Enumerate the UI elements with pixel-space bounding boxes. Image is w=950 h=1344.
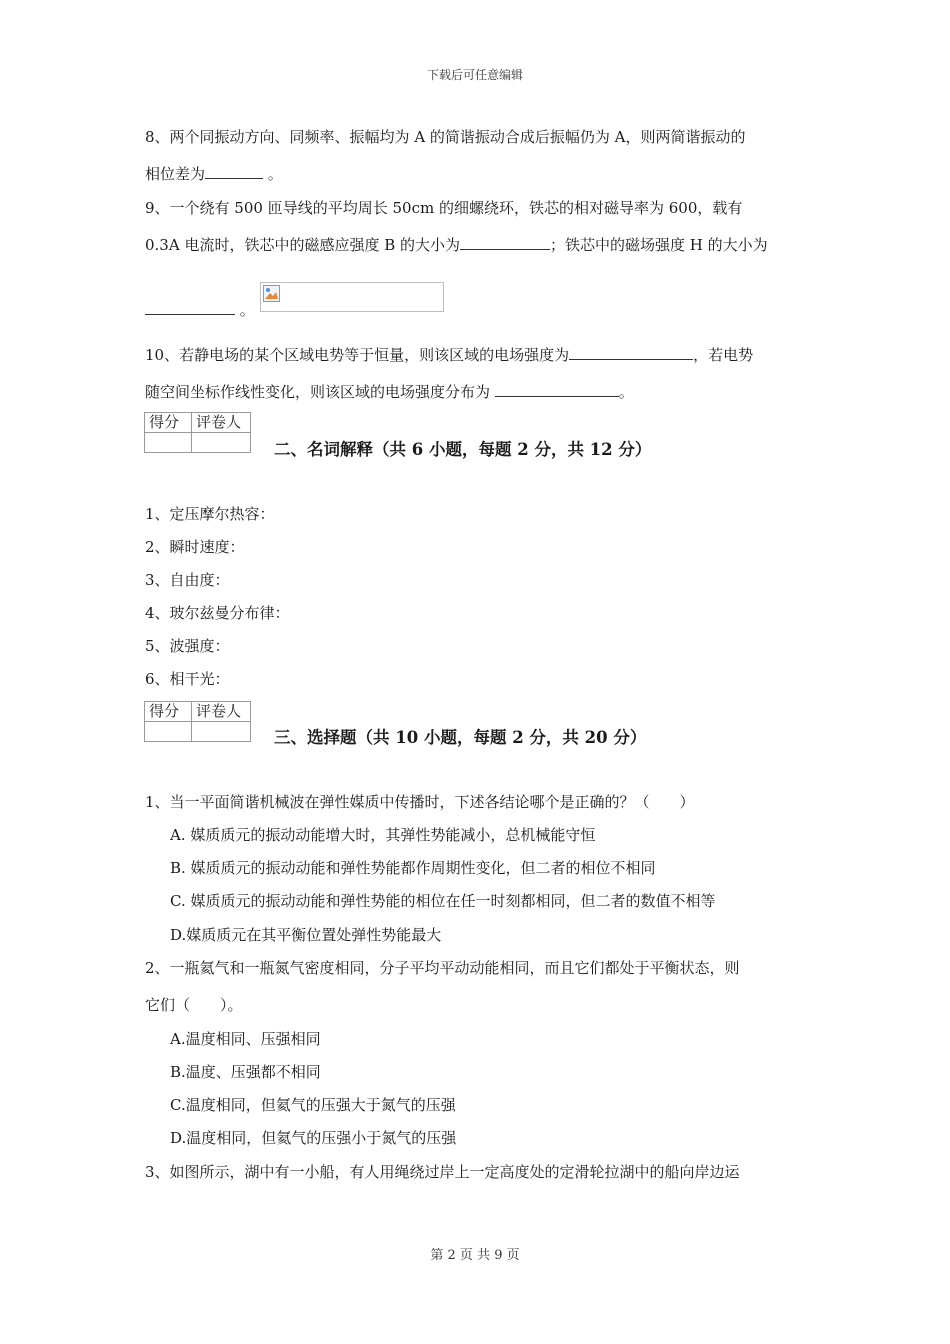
term-item: 6、相干光： <box>145 670 230 688</box>
q9-line3-end: 。 <box>235 301 255 319</box>
q2-option-c[interactable]: C.温度相同，但氦气的压强大于氮气的压强 <box>170 1096 456 1114</box>
term-item: 3、自由度： <box>145 571 230 589</box>
q9-line1: 9、一个绕有 500 匝导线的平均周长 50cm 的细螺绕环，铁芯的相对磁导率为 600，载有 <box>145 199 743 217</box>
grader-cell[interactable] <box>192 433 251 453</box>
grader-label: 评卷人 <box>192 413 251 433</box>
q10-blank-2[interactable] <box>495 382 619 397</box>
q2-stem-line2: 它们（ ）。 <box>145 996 243 1014</box>
term-item: 5、波强度： <box>145 637 230 655</box>
q9-blank-b[interactable] <box>460 235 550 250</box>
q10-line2-end: 。 <box>618 383 634 401</box>
score-cell[interactable] <box>145 722 192 742</box>
section3-title: 三、选择题（共 10 小题，每题 2 分，共 20 分） <box>274 728 647 747</box>
q1-option-b[interactable]: B. 媒质质元的振动动能和弹性势能都作周期性变化，但二者的相位不相同 <box>170 859 656 877</box>
q9-line2-mid: ；铁芯中的磁场强度 H 的大小为 <box>550 236 768 254</box>
term-item: 2、瞬时速度： <box>145 538 245 556</box>
q8-answer-blank[interactable] <box>205 164 263 179</box>
q8-line1: 8、两个同振动方向、同频率、振幅均为 A 的简谐振动合成后振幅仍为 A，则两简谐振动的 <box>145 128 746 146</box>
q8-line2-end: 。 <box>263 165 283 183</box>
q10-blank-1[interactable] <box>569 345 693 360</box>
q9-line3 <box>145 300 255 319</box>
score-label: 得分 <box>145 413 192 433</box>
q10-line2-text: 随空间坐标作线性变化，则该区域的电场强度分布为 <box>145 383 495 401</box>
q1-option-a[interactable]: A. 媒质质元的振动动能增大时，其弹性势能减小，总机械能守恒 <box>170 826 596 844</box>
score-cell[interactable] <box>145 433 192 453</box>
q1-option-c[interactable]: C. 媒质质元的振动动能和弹性势能的相位在任一时刻都相同，但二者的数值不相等 <box>170 892 716 910</box>
grader-cell[interactable] <box>192 722 251 742</box>
q10-line1-end: ，若电势 <box>693 346 754 364</box>
page-footer: 第 2 页 共 9 页 <box>430 1248 520 1263</box>
broken-image-icon <box>263 285 280 302</box>
q9-line2 <box>145 235 768 254</box>
score-table-section3 <box>144 701 251 742</box>
q2-option-a[interactable]: A.温度相同、压强相同 <box>170 1030 321 1048</box>
q8-line2 <box>145 164 283 183</box>
q3-stem-line1: 3、如图所示，湖中有一小船，有人用绳绕过岸上一定高度处的定滑轮拉湖中的船向岸边运 <box>145 1163 740 1181</box>
section2-title: 二、名词解释（共 6 小题，每题 2 分，共 12 分） <box>274 440 652 459</box>
q8-line2-text: 相位差为 <box>145 165 206 183</box>
q9-blank-h[interactable] <box>145 300 235 315</box>
term-item: 4、玻尔兹曼分布律： <box>145 604 290 622</box>
term-item: 1、定压摩尔热容： <box>145 505 275 523</box>
q2-option-d[interactable]: D.温度相同，但氦气的压强小于氮气的压强 <box>170 1129 457 1147</box>
q2-option-b[interactable]: B.温度、压强都不相同 <box>170 1063 321 1081</box>
q1-stem: 1、当一平面简谐机械波在弹性媒质中传播时，下述各结论哪个是正确的？（ ） <box>145 793 695 811</box>
q10-line1-text: 10、若静电场的某个区域电势等于恒量，则该区域的电场强度为 <box>145 346 570 364</box>
score-label: 得分 <box>145 702 192 722</box>
q10-line1 <box>145 345 753 364</box>
q9-line2-text: 0.3A 电流时，铁芯中的磁感应强度 B 的大小为 <box>145 236 461 254</box>
q1-option-d[interactable]: D.媒质质元在其平衡位置处弹性势能最大 <box>170 926 442 944</box>
grader-label: 评卷人 <box>192 702 251 722</box>
page-header: 下载后可任意编辑 <box>426 68 523 82</box>
score-table-section2 <box>144 412 251 453</box>
q2-stem-line1: 2、一瓶氦气和一瓶氮气密度相同，分子平均平动动能相同，而且它们都处于平衡状态，则 <box>145 959 740 977</box>
q10-line2 <box>145 382 634 401</box>
broken-image-placeholder <box>260 282 444 312</box>
